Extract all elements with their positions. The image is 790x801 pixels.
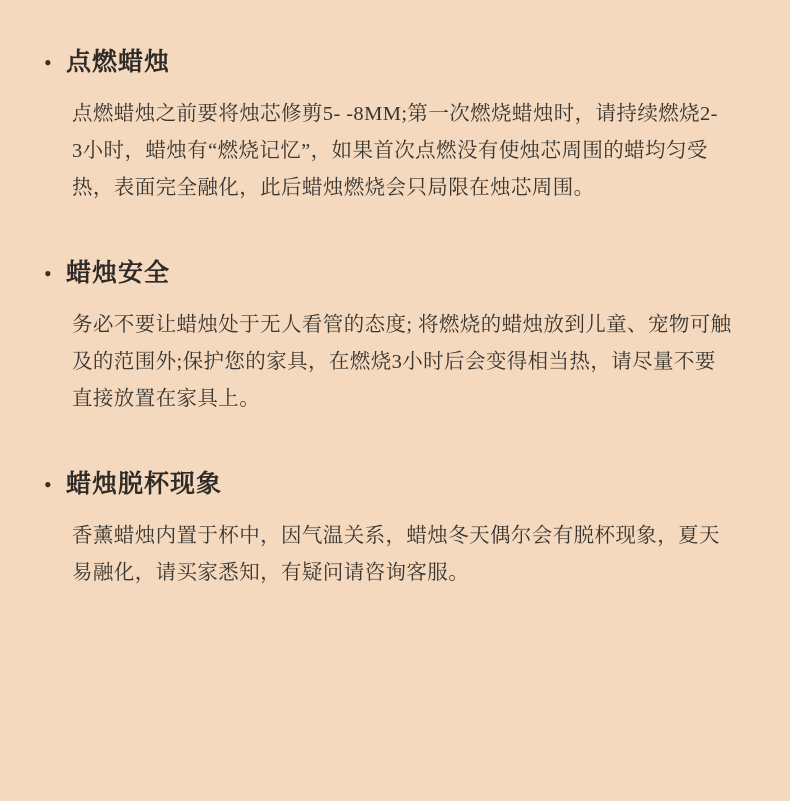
section-heading-row <box>44 48 742 78</box>
bullet-icon: • <box>44 472 52 497</box>
section-heading: 点燃蜡烛 <box>66 49 171 76</box>
section-candle-safety <box>44 259 742 418</box>
section-heading-row <box>44 470 742 500</box>
section-heading: 蜡烛脱杯现象 <box>66 471 223 498</box>
section-heading-row <box>44 259 742 289</box>
section-body: 香薰蜡烛内置于杯中，因气温关系，蜡烛冬天偶尔会有脱杯现象，夏天易融化，请买家悉知，有疑问请咨询客服。 <box>72 525 720 584</box>
bullet-icon: • <box>44 50 52 75</box>
section-light-the-candle <box>44 48 742 207</box>
section-body: 务必不要让蜡烛处于无人看管的态度; 将燃烧的蜡烛放到儿童、宠物可触及的范围外;保护您的家具，在燃烧3小时后会变得相当热，请尽量不要直接放置在家具上。 <box>72 314 732 410</box>
bullet-icon: • <box>44 261 52 286</box>
section-body: 点燃蜡烛之前要将烛芯修剪5- -8MM;第一次燃烧蜡烛时，请持续燃烧2- 3小时，蜡烛有“燃烧记忆”，如果首次点燃没有使烛芯周围的蜡均匀受热，表面完全融化，此后蜡烛燃烧会只局限在烛芯周围。 <box>72 103 718 199</box>
section-heading: 蜡烛安全 <box>66 260 171 287</box>
section-candle-pulling-away-phenomenon <box>44 470 742 592</box>
